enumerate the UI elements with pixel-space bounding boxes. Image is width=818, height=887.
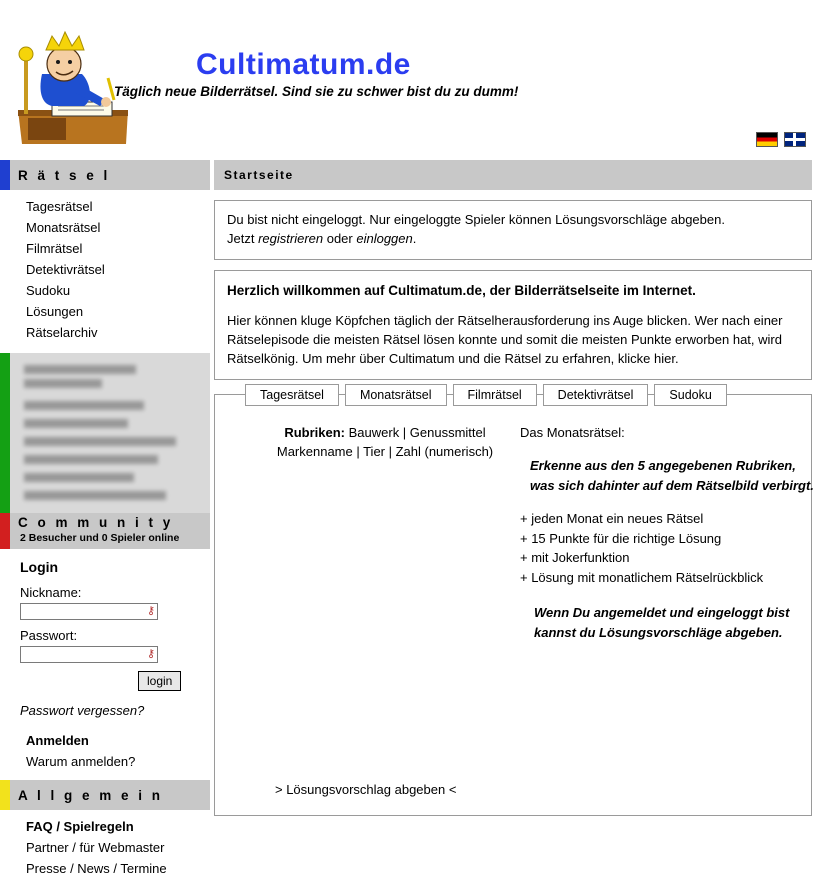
section-tick-green <box>0 353 10 513</box>
sidebar-nav-allgemein <box>0 816 210 887</box>
rubriken-block <box>255 423 515 462</box>
monatsraetsel-info <box>520 423 818 643</box>
puzzle-tab-panel <box>214 387 814 816</box>
page-header <box>0 0 818 160</box>
sidebar-section-title-raetsel: R ä t s e l <box>18 167 111 183</box>
sidebar-item-partner[interactable] <box>0 837 210 858</box>
sidebar-item-label[interactable]: Partner / für Webmaster <box>26 840 165 855</box>
flag-german-icon[interactable] <box>756 132 778 147</box>
monats-description <box>530 456 818 495</box>
forgot-password-label[interactable]: Passwort vergessen? <box>20 703 145 718</box>
blurred-line <box>24 379 102 388</box>
monats-feature: + 15 Punkte für die richtige Lösung <box>520 530 722 546</box>
tab-tagesraetsel[interactable]: Tagesrätsel <box>245 384 339 406</box>
blurred-line <box>24 419 128 428</box>
welcome-title-pre: Herzlich willkommen auf <box>227 282 389 298</box>
login-heading: Login <box>20 559 59 575</box>
notice-prefix: Jetzt <box>227 230 259 246</box>
monats-feature: + Lösung mit monatlichem Rätselrückblick <box>520 569 764 585</box>
notice-middle: oder <box>323 230 357 246</box>
nickname-input[interactable] <box>20 603 158 620</box>
site-title: Cultimatum.de <box>196 48 411 81</box>
login-link[interactable]: einloggen <box>356 230 413 246</box>
sidebar-item-label[interactable]: Tagesrätsel <box>26 199 93 214</box>
welcome-body: Hier können kluge Köpfchen täglich der Rätselherausforderung ins Auge blicken. Wer nach einer Rätselepisode die meisten Rätsel lösen konnte und somit die meisten Punkte erworben hat, wird Rätselkönig. Um mehr über Cultimatum und die Rätsel zu erfahren, klicke hier. <box>227 313 783 366</box>
monats-intro: Das Monatsrätsel: <box>520 424 625 440</box>
password-input[interactable] <box>20 646 158 663</box>
sidebar-item-label[interactable]: Monatsrätsel <box>26 220 101 235</box>
blurred-line <box>24 455 158 464</box>
login-form <box>0 549 210 724</box>
sidebar-item-label[interactable]: Anmelden <box>26 733 89 748</box>
sidebar-item-label[interactable]: Detektivrätsel <box>26 262 105 277</box>
monats-feature: + jeden Monat ein neues Rätsel <box>520 511 704 527</box>
sidebar-section-allgemein <box>0 780 210 810</box>
language-switcher[interactable] <box>756 132 806 147</box>
sidebar-section-raetsel <box>0 160 210 190</box>
sidebar-item-detektivraetsel[interactable] <box>0 259 210 280</box>
welcome-panel <box>214 270 812 380</box>
section-tick-yellow <box>0 780 10 810</box>
sidebar-section-community <box>0 513 210 549</box>
key-icon: ⚷ <box>146 605 155 617</box>
welcome-title <box>227 281 799 301</box>
sidebar-item-raetselarchiv[interactable] <box>0 322 210 343</box>
sidebar-item-label[interactable]: Filmrätsel <box>26 241 83 256</box>
breadcrumb: Startseite <box>214 160 812 190</box>
sidebar-item-filmraetsel[interactable] <box>0 238 210 259</box>
sidebar-item-label[interactable]: Sudoku <box>26 283 71 298</box>
tab-monatsraetsel[interactable]: Monatsrätsel <box>345 384 447 406</box>
blurred-line <box>24 401 144 410</box>
register-link[interactable]: registrieren <box>258 230 324 246</box>
sidebar-item-monatsraetsel[interactable] <box>0 217 210 238</box>
sidebar-item-loesungen[interactable] <box>0 301 210 322</box>
tab-sudoku[interactable]: Sudoku <box>654 384 726 406</box>
sidebar-item-faq[interactable] <box>0 816 210 837</box>
sidebar-item-anmelden[interactable] <box>0 730 210 751</box>
sidebar-item-label[interactable]: Presse / News / Termine <box>26 861 167 876</box>
mascot-logo-icon <box>8 18 138 148</box>
login-button[interactable]: login <box>138 671 181 691</box>
flag-english-icon[interactable] <box>784 132 806 147</box>
sidebar-item-label[interactable]: FAQ / Spielregeln <box>26 819 134 834</box>
monats-description-line-2: was sich dahinter auf dem Rätselbild verbirgt. <box>530 477 814 493</box>
welcome-title-post: , der Bilderrätselseite im Internet. <box>482 282 696 298</box>
rubriken-label: Rubriken: <box>284 424 345 440</box>
tab-content <box>215 395 814 815</box>
main-content <box>214 160 812 816</box>
tab-detektivraetsel[interactable]: Detektivrätsel <box>543 384 649 406</box>
key-icon: ⚷ <box>146 648 155 660</box>
monats-note <box>534 603 818 642</box>
site-slogan: Täglich neue Bilderrätsel. Sind sie zu schwer bist du zu dumm! <box>114 84 519 99</box>
blurred-line <box>24 437 176 446</box>
rubriken-line-2: Markenname | Tier | Zahl (numerisch) <box>276 444 494 460</box>
notice-line-1: Du bist nicht eingeloggt. Nur eingeloggte Spieler können Lösungsvorschläge abgeben. <box>227 212 725 227</box>
sidebar-blurred-block <box>0 353 210 513</box>
monats-feature: + mit Jokerfunktion <box>520 550 630 566</box>
sidebar-item-sudoku[interactable] <box>0 280 210 301</box>
sidebar-item-label[interactable]: Rätselarchiv <box>26 325 98 340</box>
online-counter: 2 Besucher und 0 Spieler online <box>20 532 180 544</box>
monats-description-line-1: Erkenne aus den 5 angegebenen Rubriken, <box>530 458 796 474</box>
rubriken-values-1: Bauwerk | Genussmittel <box>345 424 486 440</box>
sidebar-item-label[interactable]: Warum anmelden? <box>26 754 136 769</box>
sidebar-section-title-community: C o m m u n i t y <box>18 515 174 530</box>
forgot-password-link[interactable] <box>20 703 210 718</box>
nickname-label: Nickname: <box>20 585 82 600</box>
monats-note-line-1: Wenn Du angemeldet und eingeloggt bist <box>534 605 790 621</box>
sidebar-item-tagesraetsel[interactable] <box>0 196 210 217</box>
sidebar-section-title-allgemein: A l l g e m e i n <box>18 787 164 803</box>
login-notice-panel <box>214 200 812 260</box>
blurred-line <box>24 365 136 374</box>
blurred-line <box>24 473 134 482</box>
sidebar-item-label[interactable]: Lösungen <box>26 304 84 319</box>
section-tick-blue <box>0 160 10 190</box>
rubriken-line-1 <box>255 423 515 443</box>
notice-line-2 <box>227 230 799 249</box>
blurred-line <box>24 491 166 500</box>
sidebar-item-warum-anmelden[interactable] <box>0 751 210 772</box>
welcome-title-brand: Cultimatum.de <box>388 282 483 298</box>
sidebar <box>0 160 210 887</box>
submit-solution-label[interactable]: > Lösungsvorschlag abgeben < <box>275 781 457 797</box>
sidebar-nav-raetsel <box>0 196 210 351</box>
sidebar-nav-community <box>0 730 210 780</box>
submit-solution-link[interactable] <box>275 782 456 797</box>
section-tick-red <box>0 513 10 549</box>
notice-suffix: . <box>412 230 417 246</box>
monats-note-line-2: kannst du Lösungsvorschläge abgeben. <box>534 624 783 640</box>
tab-filmraetsel[interactable]: Filmrätsel <box>453 384 537 406</box>
password-label: Passwort: <box>20 628 78 643</box>
